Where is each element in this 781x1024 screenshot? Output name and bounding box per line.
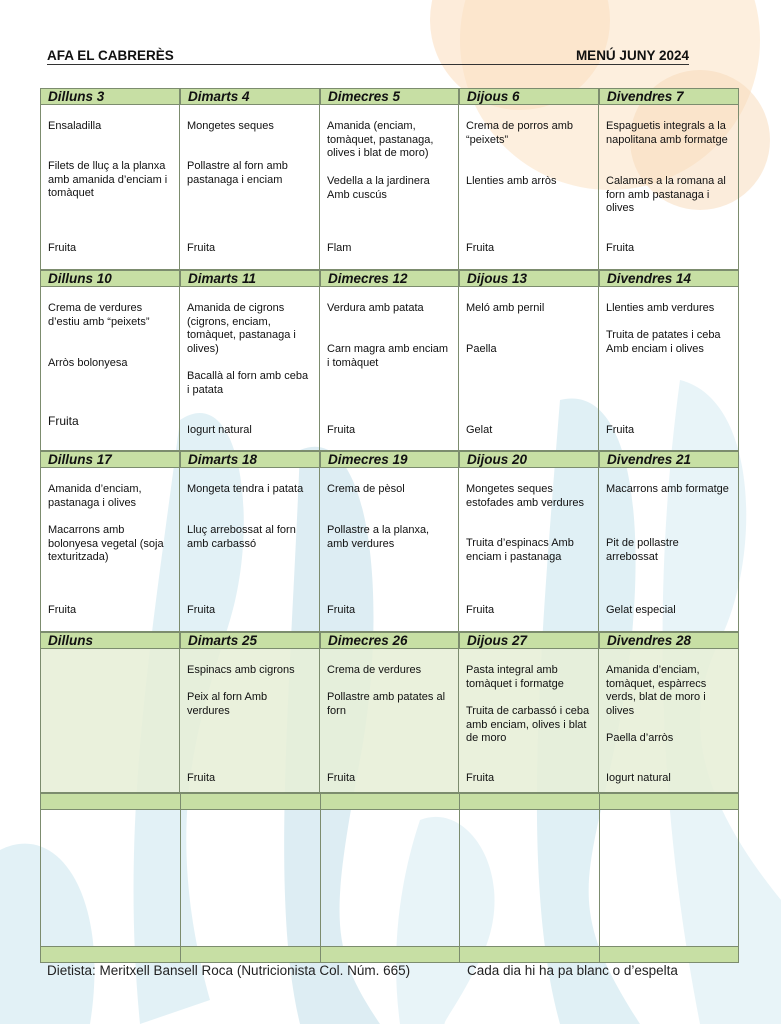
dessert: Fruita bbox=[48, 242, 77, 254]
dessert: Gelat especial bbox=[606, 604, 676, 616]
day-cell bbox=[459, 287, 599, 451]
first-course: Amanida de cigrons (cigrons, enciam, tomàquet, pastanaga i olives) bbox=[187, 302, 296, 355]
second-course: Peix al forn Amb verdures bbox=[187, 691, 268, 717]
dessert: Fruita bbox=[327, 772, 356, 784]
dessert: Gelat bbox=[466, 424, 493, 436]
day-cell bbox=[180, 287, 320, 451]
dessert: Fruita bbox=[327, 424, 356, 436]
second-course: Calamars a la romana al forn amb pastanaga i olives bbox=[606, 175, 726, 214]
week-2 bbox=[40, 270, 739, 451]
first-course: Llenties amb verdures bbox=[606, 302, 715, 314]
second-course: Truita d’espinacs Amb enciam i pastanaga bbox=[466, 537, 574, 563]
second-course: Filets de lluç a la planxa amb amanida d’enciam i tomàquet bbox=[48, 160, 168, 199]
first-course: Pasta integral amb tomàquet i formatge bbox=[466, 664, 564, 690]
first-course: Crema de pèsol bbox=[327, 483, 405, 495]
empty-row bbox=[40, 810, 739, 946]
day-cell bbox=[459, 468, 599, 632]
page-header bbox=[47, 46, 689, 65]
dietitian-note: Dietista: Meritxell Bansell Roca (Nutricionista Col. Núm. 665) bbox=[47, 963, 411, 978]
second-course: Paella bbox=[466, 343, 497, 355]
dessert: Iogurt natural bbox=[606, 772, 671, 784]
day-header: Dimecres 19 bbox=[320, 451, 459, 468]
day-header: Dijous 27 bbox=[459, 632, 599, 649]
dessert: Fruita bbox=[606, 242, 635, 254]
first-course: Mongeta tendra i patata bbox=[187, 483, 304, 495]
day-cell bbox=[599, 649, 739, 793]
first-course: Mongetes seques bbox=[187, 120, 274, 132]
second-course: Bacallà al forn amb ceba i patata bbox=[187, 370, 309, 396]
first-course: Verdura amb patata bbox=[327, 302, 424, 314]
second-course: Paella d’arròs bbox=[606, 732, 674, 744]
day-header: Dimarts 25 bbox=[180, 632, 320, 649]
second-course: Pollastre a la planxa, amb verdures bbox=[327, 524, 430, 550]
day-cell bbox=[320, 468, 459, 632]
first-course: Crema de verdures bbox=[327, 664, 422, 676]
first-course: Amanida d’enciam, pastanaga i olives bbox=[48, 483, 142, 509]
day-header: Dimarts 4 bbox=[180, 88, 320, 105]
week-3 bbox=[40, 451, 739, 632]
dessert: Fruita bbox=[606, 424, 635, 436]
day-cell bbox=[40, 105, 180, 270]
association-name: AFA EL CABRERÈS bbox=[47, 48, 174, 63]
day-header: Divendres 28 bbox=[599, 632, 739, 649]
second-course: Pollastre amb patates al forn bbox=[327, 691, 446, 717]
day-header: Dimecres 12 bbox=[320, 270, 459, 287]
day-cell bbox=[599, 468, 739, 632]
empty-footer-row bbox=[40, 946, 739, 963]
first-course: Espinacs amb cigrons bbox=[187, 664, 295, 676]
day-cell bbox=[320, 287, 459, 451]
second-course: Pit de pollastre arrebossat bbox=[606, 537, 679, 563]
day-header: Dilluns 17 bbox=[40, 451, 180, 468]
first-course: Amanida d’enciam, tomàquet, espàrrecs verds, blat de moro i olives bbox=[606, 664, 707, 717]
dessert: Fruita bbox=[48, 414, 79, 428]
day-header: Divendres 21 bbox=[599, 451, 739, 468]
week-1 bbox=[40, 88, 739, 270]
first-course: Amanida (enciam, tomàquet, pastanaga, olives i blat de moro) bbox=[327, 120, 434, 159]
day-cell bbox=[459, 649, 599, 793]
empty-header-row bbox=[40, 793, 739, 810]
second-course: Truita de patates i ceba Amb enciam i olives bbox=[606, 329, 721, 355]
day-cell bbox=[320, 649, 459, 793]
second-course: Carn magra amb enciam i tomàquet bbox=[327, 343, 449, 369]
second-course: Llenties amb arròs bbox=[466, 175, 557, 187]
first-course: Mongetes seques estofades amb verdures bbox=[466, 483, 585, 509]
first-course: Ensaladilla bbox=[48, 120, 102, 132]
dessert: Fruita bbox=[48, 604, 77, 616]
day-header: Dimecres 5 bbox=[320, 88, 459, 105]
day-header: Dilluns 3 bbox=[40, 88, 180, 105]
first-course: Crema de verdures d’estiu amb “peixets” bbox=[48, 302, 150, 328]
day-cell bbox=[599, 105, 739, 270]
day-header: Dijous 20 bbox=[459, 451, 599, 468]
day-header: Divendres 14 bbox=[599, 270, 739, 287]
day-cell bbox=[180, 105, 320, 270]
day-cell bbox=[599, 287, 739, 451]
day-cell bbox=[180, 649, 320, 793]
day-header: Divendres 7 bbox=[599, 88, 739, 105]
day-header: Dijous 6 bbox=[459, 88, 599, 105]
week-4 bbox=[40, 632, 739, 793]
first-course: Macarrons amb formatge bbox=[606, 483, 729, 495]
second-course: Vedella a la jardinera Amb cuscús bbox=[327, 175, 430, 201]
day-header: Dimarts 18 bbox=[180, 451, 320, 468]
day-header: Dilluns 10 bbox=[40, 270, 180, 287]
day-cell bbox=[320, 105, 459, 270]
second-course: Macarrons amb bolonyesa vegetal (soja texturitzada) bbox=[48, 524, 164, 563]
dessert: Fruita bbox=[327, 604, 356, 616]
day-header: Dijous 13 bbox=[459, 270, 599, 287]
dessert: Fruita bbox=[466, 604, 495, 616]
day-header: Dimarts 11 bbox=[180, 270, 320, 287]
day-cell bbox=[40, 649, 180, 793]
bread-note: Cada dia hi ha pa blanc o d’espelta bbox=[467, 963, 678, 978]
dessert: Fruita bbox=[466, 242, 495, 254]
second-course: Truita de carbassó i ceba amb enciam, olives i blat de moro bbox=[466, 705, 590, 744]
dessert: Flam bbox=[327, 242, 352, 254]
day-header: Dimecres 26 bbox=[320, 632, 459, 649]
day-cell bbox=[40, 287, 180, 451]
first-course: Crema de porros amb “peixets” bbox=[466, 120, 573, 146]
day-cell bbox=[180, 468, 320, 632]
dessert: Fruita bbox=[466, 772, 495, 784]
dessert: Fruita bbox=[187, 242, 216, 254]
day-cell bbox=[40, 468, 180, 632]
dessert: Iogurt natural bbox=[187, 424, 252, 436]
day-header: Dilluns bbox=[40, 632, 180, 649]
first-course: Espaguetis integrals a la napolitana amb formatge bbox=[606, 120, 728, 146]
dessert: Fruita bbox=[187, 772, 216, 784]
menu-title: MENÚ JUNY 2024 bbox=[575, 48, 689, 63]
day-cell bbox=[459, 105, 599, 270]
dessert: Fruita bbox=[187, 604, 216, 616]
second-course: Lluç arrebossat al forn amb carbassó bbox=[187, 524, 296, 550]
first-course: Meló amb pernil bbox=[466, 302, 545, 314]
second-course: Arròs bolonyesa bbox=[48, 357, 128, 369]
second-course: Pollastre al forn amb pastanaga i enciam bbox=[187, 160, 288, 186]
